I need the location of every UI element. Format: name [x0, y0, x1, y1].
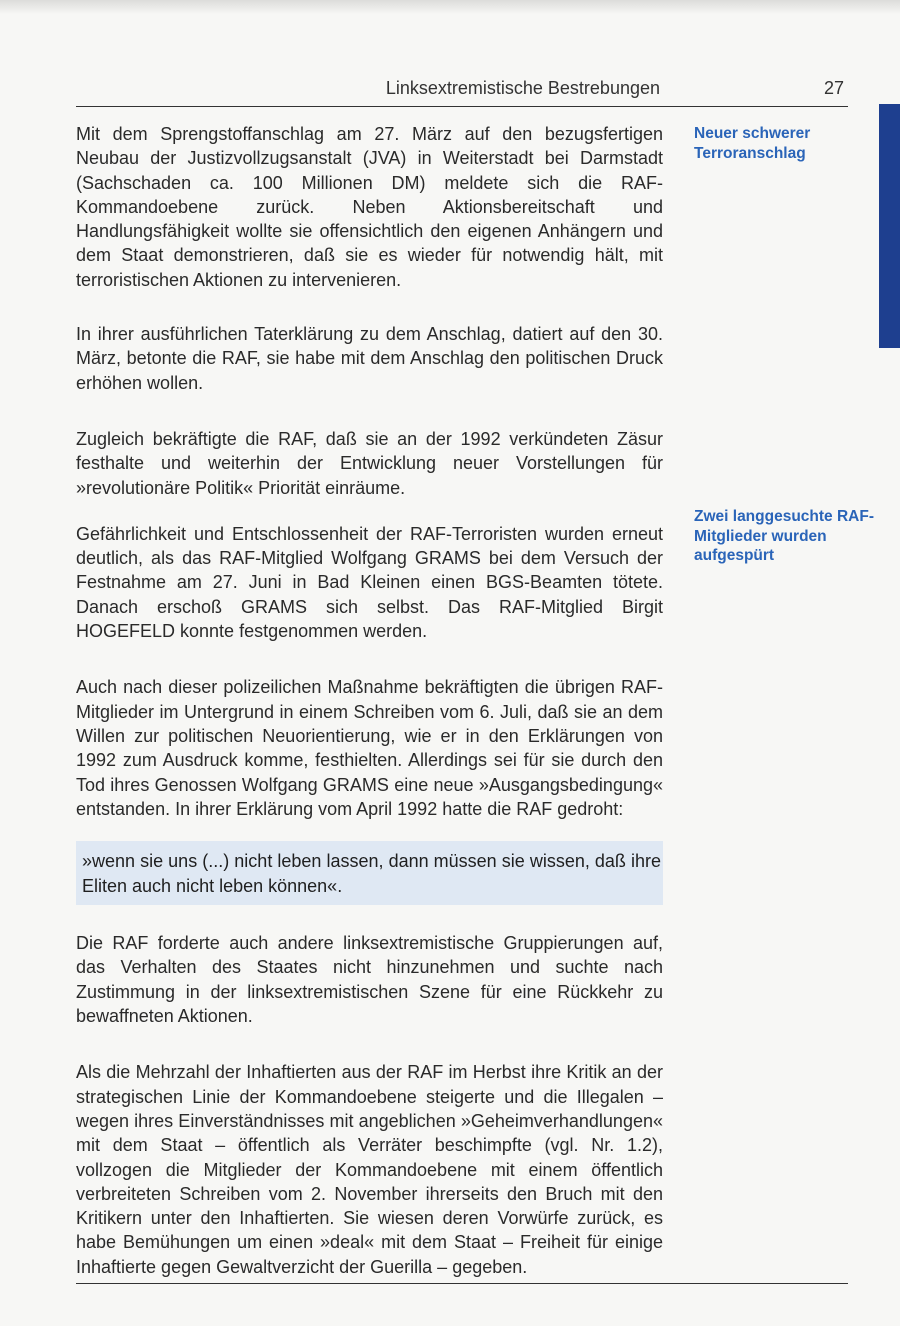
paragraph-schreiben-juli: Auch nach dieser polizeilichen Maßnahme bekräftigten die übrigen RAF-Mitglieder im Untergrund in einem Schreiben vom 6. Juli, daß sie an dem Willen zur politischen Neuorientierung, wie er in den Erklärungen von 1992 zum Ausdruck komme, festhielten. Allerdings sei für sie durch den Tod ihres Genossen Wolfgang GRAMS eine neue »Ausgangsbedingung« entstanden. In ihrer Erklärung vom April 1992 hatte die RAF gedroht:	[76, 677, 663, 819]
paragraph-inhaftierte: Als die Mehrzahl der Inhaftierten aus der RAF im Herbst ihre Kritik an der strategischen Linie der Kommandoebene steigerte und die Illegalen – wegen ihres Einverständnisses mit angeblichen »Geheimverhandlungen« mit dem Staat – öffentlich als Verräter beschimpfte (vgl. Nr. 1.2), vollzogen die Mitglieder der Kommandoebene mit einem öffentlich verbreiteten Schreiben vom 2. November ihrerseits den Bruch mit den Kritikern unter den Inhaftierten. Sie wiesen deren Vorwürfe zurück, es habe Bemühungen um einen »deal« mit dem Staat – Freiheit für einige Inhaftierte gegen Gewaltverzicht der Guerilla – gegeben.	[76, 1062, 663, 1277]
paragraph-taterklaerung: In ihrer ausführlichen Taterklärung zu dem Anschlag, datiert auf den 30. März, betonte die RAF, sie habe mit dem Anschlag den politischen Druck erhöhen wollen.	[76, 324, 663, 393]
paragraph-gruppierungen: Die RAF forderte auch andere linksextremistische Gruppierungen auf, das Verhalten des Staates nicht hinzunehmen und suchte nach Zustimmung in der linksextremistischen Szene für eine Rückkehr zu bewaffneten Aktionen.	[76, 933, 663, 1027]
paragraph-zaesur: Zugleich bekräftigte die RAF, daß sie an der 1992 verkündeten Zäsur festhalte und weiterhin der Entwicklung neuer Vorstellungen für »revolutionäre Politik« Priorität einräume.	[76, 428, 663, 498]
paragraph-anschlag: Mit dem Sprengstoffanschlag am 27. März auf den bezugsfertigen Neubau der Justizvollzugsanstalt (JVA) in Weiterstadt bei Darmstadt (Sachschaden ca. 100 Millionen DM) meldete sich die RAF-Kommandoebene zurück. Neben Aktionsbereitschaft und Handlungsfähigkeit wollte sie offensichtlich den eigenen Anhängern und dem Staat demonstrieren, daß sie es wieder für notwendig hält, mit terroristischen Aktionen zu intervenieren.	[76, 124, 663, 290]
paragraph-grams: Gefährlichkeit und Entschlossenheit der RAF-Terroristen wurden erneut deutlich, als das RAF-Mitglied Wolfgang GRAMS bei dem Versuch der Festnahme am 27. Juni in Bad Kleinen einen BGS-Beamten tötete. Danach erschoß GRAMS sich selbst. Das RAF-Mitglied Birgit HOGEFELD konnte festgenommen werden.	[76, 523, 663, 642]
footer-rule	[76, 1283, 848, 1284]
page-top-shadow	[0, 0, 900, 14]
header-title: Linksextremistische Bestrebungen	[385, 78, 660, 98]
quote-block: »wenn sie uns (...) nicht leben lassen, dann müssen sie wissen, daß ihre Eliten auch nicht leben können«.	[76, 841, 663, 905]
page-number: 27	[823, 78, 844, 98]
main-text-column	[76, 122, 663, 1297]
chapter-thumb-tab	[879, 104, 900, 348]
running-header	[76, 76, 848, 107]
margin-note-terroranschlag: Neuer schwerer Terroranschlag	[694, 125, 811, 162]
margin-note-raf-mitglieder: Zwei langgesuchte RAF-Mitglieder wurden aufgespürt	[694, 508, 874, 564]
